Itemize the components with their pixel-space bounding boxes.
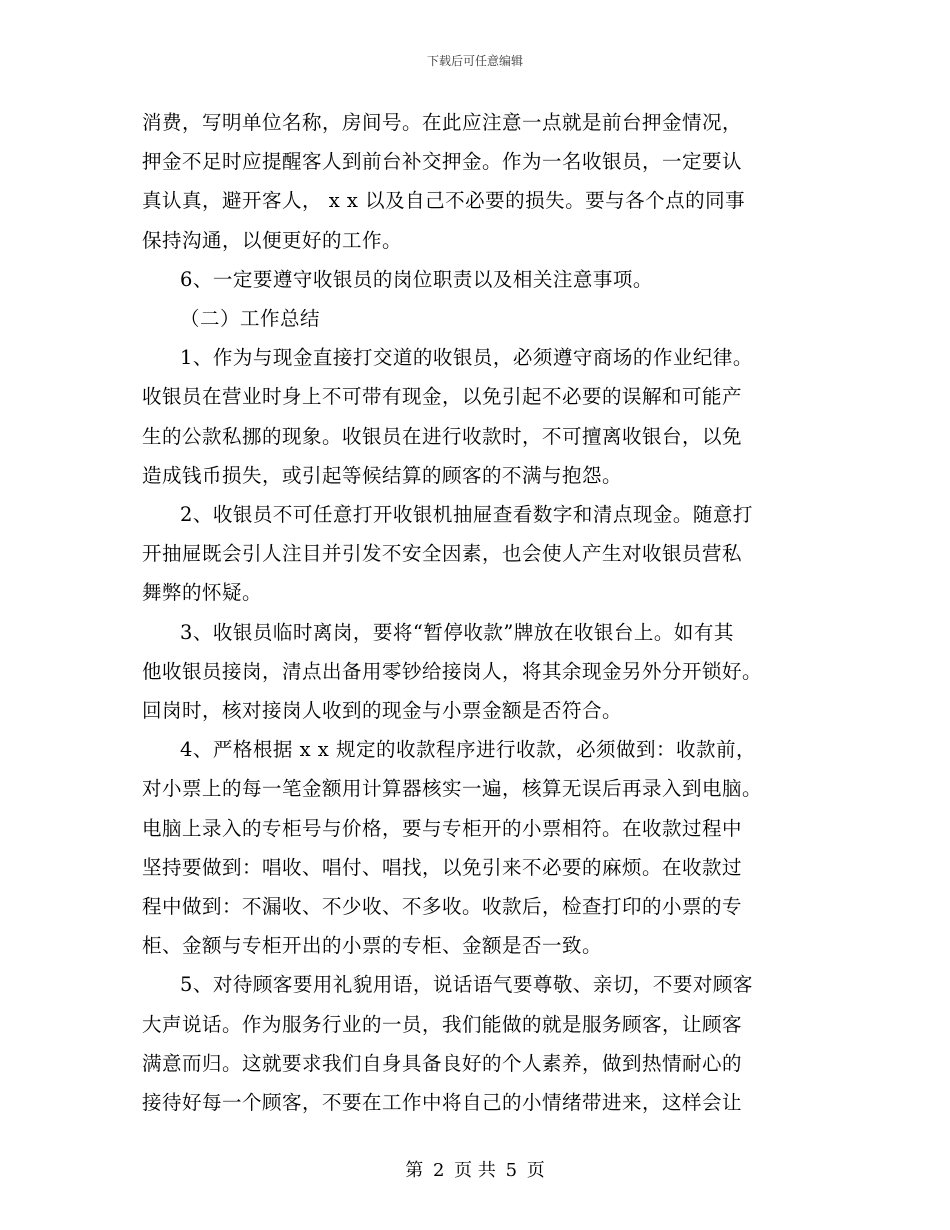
page-footer: [0, 1156, 950, 1182]
text-line: 程中做到：不漏收、不少收、不多收。收款后，检查打印的小票的专: [142, 895, 743, 919]
text-line: 柜、金额与专柜开出的小票的专柜、金额是否一致。: [142, 934, 603, 958]
section-heading: [142, 299, 810, 338]
paragraph-continuation: [142, 103, 810, 260]
text-line: 4、严格根据 x x 规定的收款程序进行收款，必须做到：收款前，: [180, 738, 756, 762]
text-line: 坚持要做到：唱收、唱付、唱找，以免引来不必要的麻烦。在收款过: [142, 855, 743, 879]
text-line: 2、收银员不可任意打开收银机抽屉查看数字和清点现金。随意打: [180, 503, 753, 527]
document-body: [142, 103, 810, 1122]
text-line: 造成钱币损失，或引起等候结算的顾客的不满与抱怨。: [142, 463, 623, 487]
page-header: 下载后可任意编辑: [426, 54, 523, 68]
text-line: 对小票上的每一笔金额用计算器核实一遍，核算无误后再录入到电脑。: [142, 777, 763, 801]
text-line: 1、作为与现金直接打交道的收银员，必须遵守商场的作业纪律。: [180, 346, 753, 370]
text-line: 开抽屉既会引人注目并引发不安全因素，也会使人产生对收银员营私: [142, 542, 743, 566]
paragraph-item-3: [142, 613, 810, 731]
text-line: 满意而归。这就要求我们自身具备良好的个人素养，做到热情耐心的: [142, 1051, 743, 1075]
text-line: 他收银员接岗，清点出备用零钞给接岗人，将其余现金另外分开锁好。: [142, 659, 763, 683]
text-line: （二）工作总结: [180, 307, 321, 331]
text-line: 消费，写明单位名称，房间号。在此应注意一点就是前台押金情况，: [142, 111, 743, 134]
text-line: 真认真，避开客人， x x 以及自己不必要的损失。要与各个点的同事: [142, 189, 746, 213]
text-line: 接待好每一个顾客，不要在工作中将自己的小情绪带进来，这样会让: [142, 1091, 743, 1115]
footer-page-number: 2: [432, 1160, 445, 1181]
text-line: 电脑上录入的专柜号与价格，要与专柜开的小票相符。在收款过程中: [142, 816, 743, 840]
paragraph-item-6: [142, 260, 810, 299]
text-line: 生的公款私挪的现象。收银员在进行收款时，不可擅离收银台，以免: [142, 424, 743, 448]
paragraph-item-5: [142, 965, 810, 1122]
paragraph-item-4: [142, 730, 810, 965]
text-line: 大声说话。作为服务行业的一员，我们能做的就是服务顾客，让顾客: [142, 1012, 743, 1036]
paragraph-item-2: [142, 495, 810, 613]
text-line: 5、对待顾客要用礼貌用语，说话语气要尊敬、亲切，不要对顾客: [180, 973, 753, 997]
text-line: 3、收银员临时离岗，要将“暂停收款”牌放在收银台上。如有其: [180, 620, 734, 644]
paragraph-item-1: [142, 338, 810, 495]
footer-prefix: 第: [405, 1160, 424, 1181]
text-line: 押金不足时应提醒客人到前台补交押金。作为一名收银员，一定要认: [142, 150, 743, 174]
text-line: 收银员在营业时身上不可带有现金，以免引起不必要的误解和可能产: [142, 385, 743, 409]
footer-middle: 页 共: [454, 1160, 496, 1181]
text-line: 6、一定要遵守收银员的岗位职责以及相关注意事项。: [180, 267, 653, 291]
text-line: 保持沟通，以便更好的工作。: [142, 228, 403, 252]
footer-suffix: 页: [526, 1160, 545, 1181]
text-line: 舞弊的怀疑。: [142, 581, 263, 605]
text-line: 回岗时，核对接岗人收到的现金与小票金额是否符合。: [142, 699, 623, 723]
footer-total-pages: 5: [505, 1160, 518, 1181]
